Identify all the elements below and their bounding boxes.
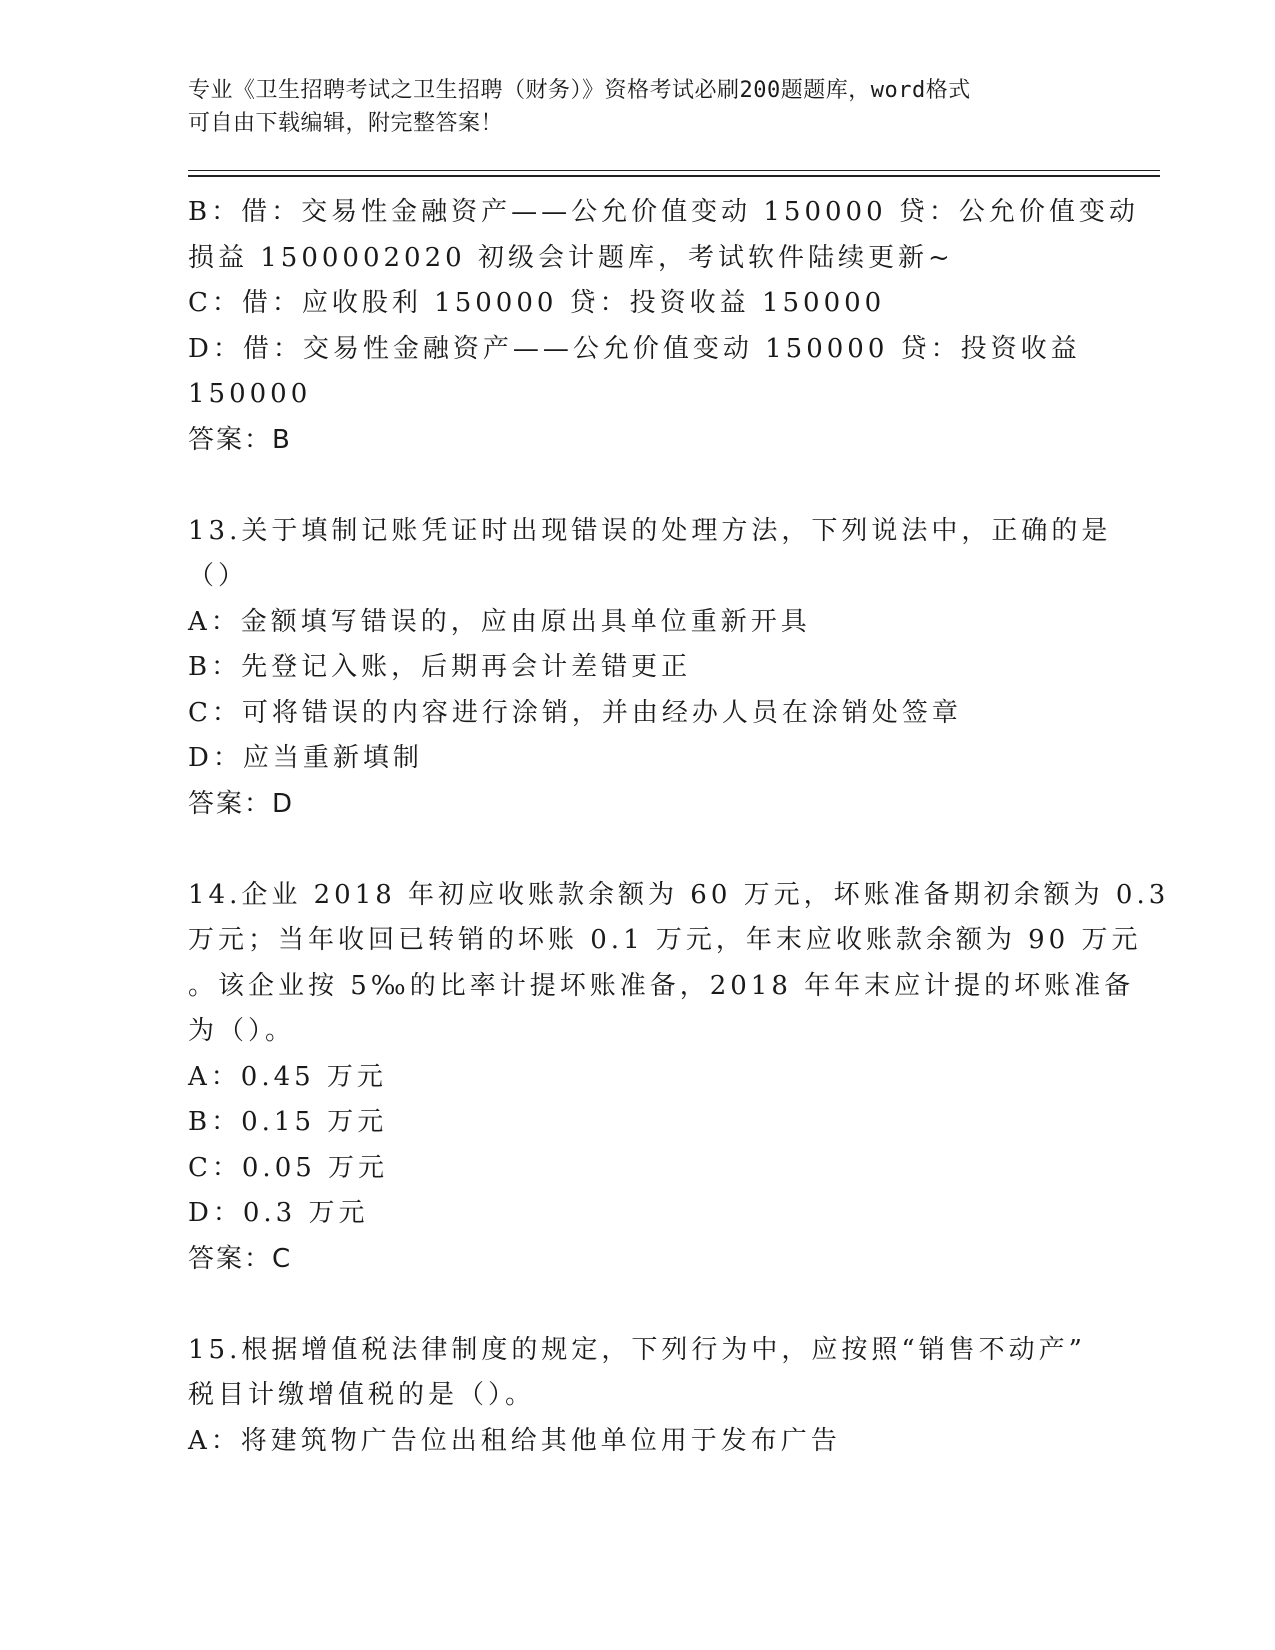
answer: 答案：C bbox=[188, 1243, 293, 1274]
header-title-line-2: 可自由下载编辑，附完整答案！ bbox=[188, 111, 504, 136]
document-header bbox=[188, 74, 1068, 140]
question-list bbox=[188, 190, 1170, 1464]
option-a: A：将建筑物广告位出租给其他单位用于发布广告 bbox=[188, 1425, 841, 1456]
option-a: A：金额填写错误的，应由原出具单位重新开具 bbox=[188, 606, 811, 637]
question-stem-line-2: 税目计缴增值税的是（）。 bbox=[188, 1380, 536, 1410]
question-14 bbox=[188, 873, 1170, 1283]
question-stem-line-1: 13.关于填制记账凭证时出现错误的处理方法，下列说法中，正确的是 bbox=[188, 515, 1112, 546]
option-b-line-2: 损益 1500002020 初级会计题库，考试软件陆续更新~ bbox=[188, 242, 954, 273]
spacer bbox=[188, 1282, 1088, 1328]
question-15 bbox=[188, 1328, 1088, 1465]
option-b-line-1: B：借：交易性金融资产——公允价值变动 150000 贷：公允价值变动 bbox=[188, 197, 1139, 227]
option-a: A：0.45 万元 bbox=[188, 1061, 387, 1092]
question-12-continued bbox=[188, 190, 1139, 463]
option-d: D：应当重新填制 bbox=[188, 743, 423, 773]
header-title-line-1: 专业《卫生招聘考试之卫生招聘（财务）》资格考试必刷200题题库，word格式 bbox=[188, 78, 971, 103]
option-b: B：先登记入账，后期再会计差错更正 bbox=[188, 652, 692, 682]
question-stem-line-4: 为（）。 bbox=[188, 1016, 296, 1046]
question-13 bbox=[188, 509, 1112, 828]
option-c: C：0.05 万元 bbox=[188, 1152, 389, 1183]
answer: 答案：D bbox=[188, 788, 295, 819]
question-stem-line-1: 14.企业 2018 年初应收账款余额为 60 万元，坏账准备期初余额为 0.3 bbox=[188, 879, 1170, 910]
option-d: D：0.3 万元 bbox=[188, 1198, 369, 1228]
question-stem-line-2: 万元；当年收回已转销的坏账 0.1 万元，年末应收账款余额为 90 万元 bbox=[188, 925, 1142, 955]
option-c: C：可将错误的内容进行涂销，并由经办人员在涂销处签章 bbox=[188, 697, 962, 728]
question-stem-line-2: （） bbox=[188, 561, 249, 591]
option-d-line-2: 150000 bbox=[188, 379, 312, 409]
spacer bbox=[188, 463, 1088, 509]
option-d-line-1: D：借：交易性金融资产——公允价值变动 150000 贷：投资收益 bbox=[188, 333, 1081, 364]
spacer bbox=[188, 827, 1088, 873]
option-b: B：0.15 万元 bbox=[188, 1107, 388, 1137]
answer: 答案：B bbox=[188, 424, 292, 455]
header-divider-thick bbox=[188, 175, 1160, 177]
header-divider-thin bbox=[188, 170, 1160, 171]
question-stem-line-1: 15.根据增值税法律制度的规定，下列行为中，应按照“销售不动产” bbox=[188, 1334, 1086, 1365]
option-c: C：借：应收股利 150000 贷：投资收益 150000 bbox=[188, 288, 886, 318]
question-stem-line-3: 。该企业按 5‰的比率计提坏账准备，2018 年年末应计提的坏账准备 bbox=[188, 970, 1135, 1001]
